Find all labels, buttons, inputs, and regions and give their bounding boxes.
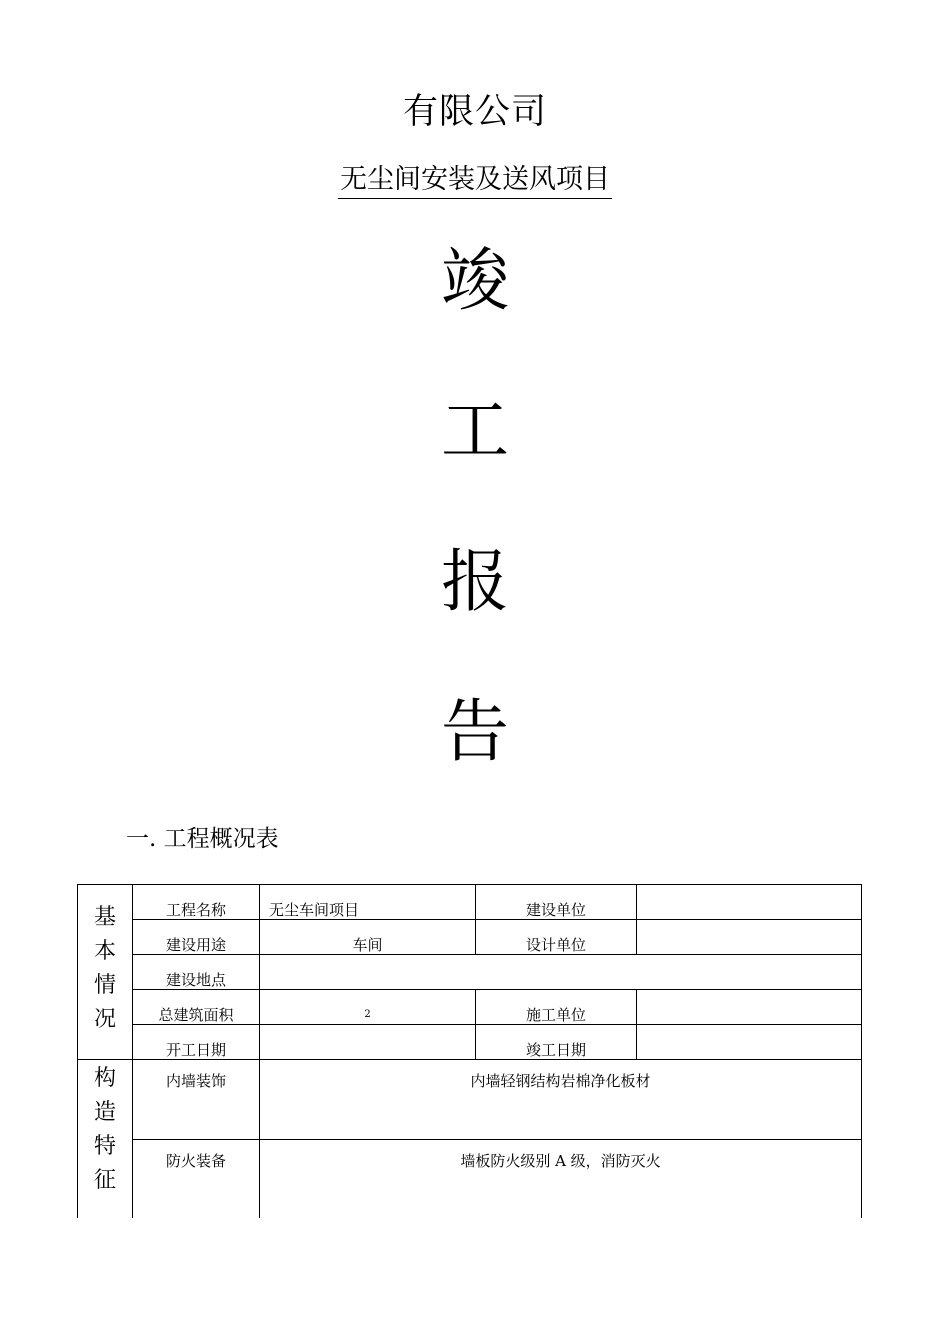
project-title-wrap: [0, 164, 950, 199]
area-unit-superscript: 2: [364, 1009, 371, 1020]
table-row: [78, 990, 862, 1025]
table-row: [78, 1025, 862, 1060]
project-name-label: 工程名称: [133, 885, 260, 920]
constructor-value: [637, 990, 862, 1025]
builder-value: [637, 885, 862, 920]
area-label: 总建筑面积: [133, 990, 260, 1025]
section-title: 一. 工程概况表: [126, 826, 279, 852]
use-label: 建设用途: [133, 920, 260, 955]
project-overview-table: [77, 884, 862, 1218]
use-value: 车间: [260, 920, 476, 955]
builder-label: 建设单位: [476, 885, 637, 920]
start-date-value: [260, 1025, 476, 1060]
table-row: [78, 885, 862, 920]
wall-value: 内墙轻钢结构岩棉净化板材: [260, 1060, 862, 1140]
finish-date-label: 竣工日期: [476, 1025, 637, 1060]
title-char-gong: 工: [440, 392, 509, 471]
table-row: [78, 920, 862, 955]
basic-info-head: [78, 885, 133, 1060]
title-char-bao: 报: [440, 543, 509, 622]
basic-info-head-text: 基本情况: [93, 905, 116, 1032]
design-label: 设计单位: [476, 920, 637, 955]
fire-label: 防火装备: [133, 1140, 260, 1219]
table-row: [78, 1060, 862, 1140]
title-char-jun: 竣: [440, 242, 509, 321]
table-row: [78, 955, 862, 990]
structure-head-text: 构造特征: [93, 1066, 116, 1193]
wall-label: 内墙装饰: [133, 1060, 260, 1140]
table-row: [78, 1140, 862, 1219]
fire-value: 墙板防火级别 A 级，消防灭火: [260, 1140, 862, 1219]
title-char-gao: 告: [440, 693, 509, 772]
start-date-label: 开工日期: [133, 1025, 260, 1060]
finish-date-value: [637, 1025, 862, 1060]
structure-head: [78, 1060, 133, 1219]
constructor-label: 施工单位: [476, 990, 637, 1025]
project-name-value: 无尘车间项目: [260, 885, 476, 920]
company-name: 有限公司: [402, 92, 547, 132]
area-value: [260, 990, 476, 1025]
design-value: [637, 920, 862, 955]
project-title: 无尘间安装及送风项目: [338, 164, 612, 199]
site-value: [260, 955, 862, 990]
site-label: 建设地点: [133, 955, 260, 990]
